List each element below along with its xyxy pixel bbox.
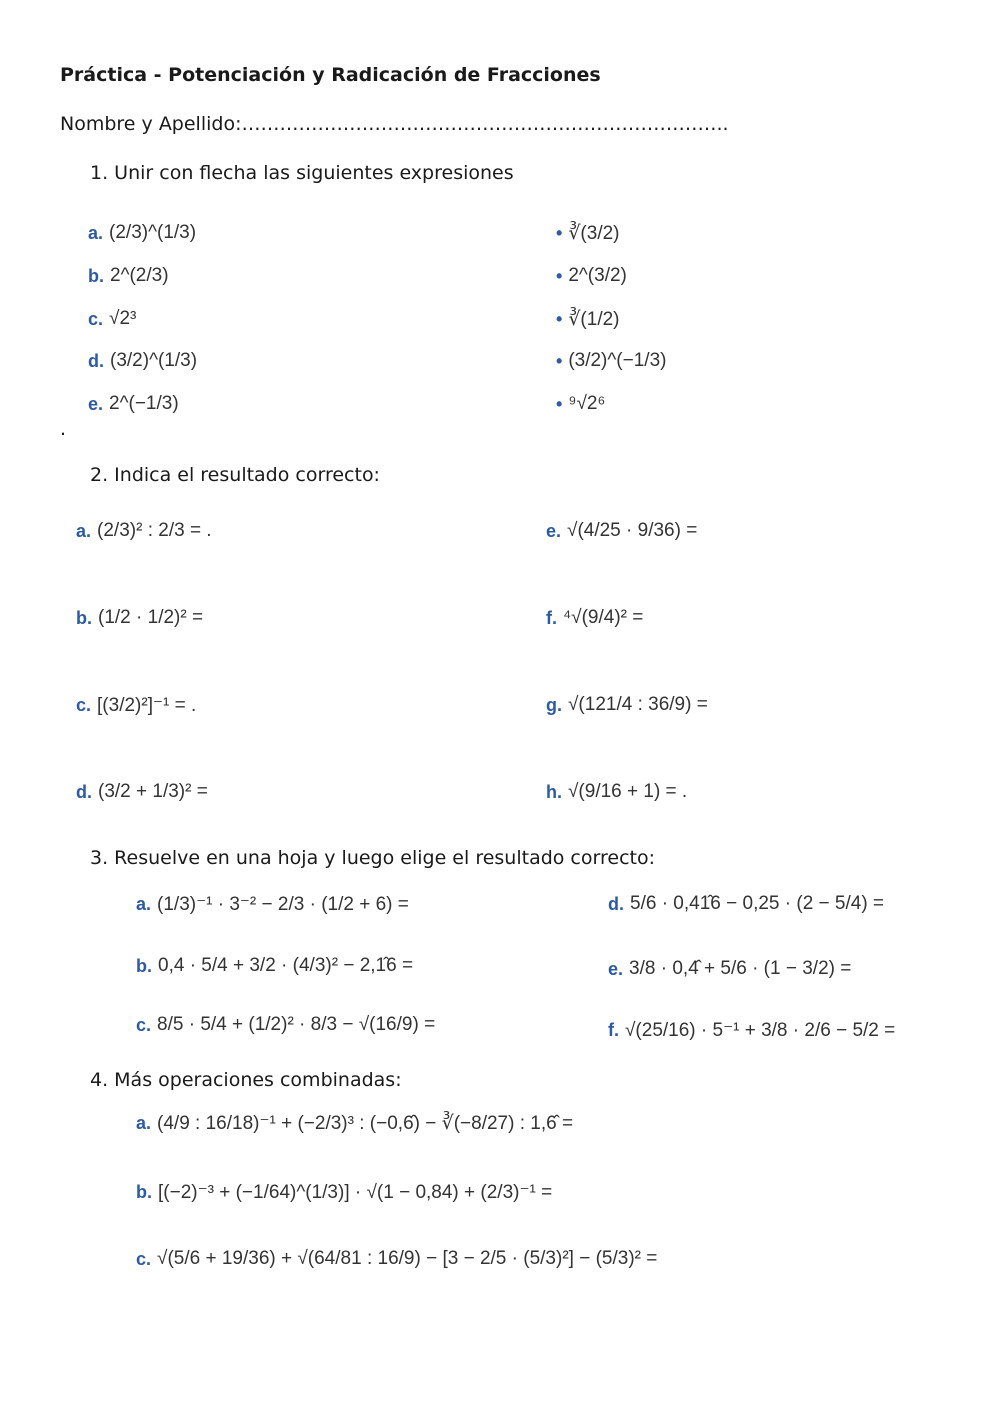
- s3-item-b: [136, 955, 413, 977]
- section-4-heading: 4. Más operaciones combinadas:: [90, 1069, 402, 1091]
- stray-dot: .: [60, 418, 67, 440]
- bullet-icon: •: [556, 223, 563, 243]
- s1-right-expr: (3/2)^(−1/3): [568, 350, 667, 371]
- s3-expr: 3/8 · 0,4̂ + 5/6 · (1 − 3/2) =: [629, 958, 852, 979]
- s3-label: c.: [136, 1014, 152, 1035]
- s3-expr: 8/5 · 5/4 + (1/2)² · 8/3 − √(16/9) =: [157, 1014, 436, 1035]
- s2-expr: (3/2 + 1/3)² =: [98, 781, 208, 802]
- s1-left-expr: 2^(−1/3): [109, 393, 179, 414]
- s2-label: e.: [546, 520, 562, 541]
- s3-label: a.: [136, 894, 152, 914]
- s4-label: b.: [136, 1182, 152, 1202]
- s1-left-item-b: [88, 265, 169, 287]
- s1-left-expr: (2/3)^(1/3): [109, 222, 197, 243]
- s3-label: b.: [136, 955, 152, 976]
- s1-right-item-4: [556, 350, 666, 372]
- s1-left-item-a: [88, 222, 196, 244]
- s1-left-label: e.: [88, 393, 104, 414]
- s2-item-b: [76, 607, 203, 629]
- s2-item-c: [76, 694, 196, 717]
- s3-item-d: [608, 893, 884, 915]
- s2-item-h: [546, 781, 687, 803]
- s2-expr: √(9/16 + 1) = .: [568, 781, 688, 802]
- s2-label: d.: [76, 781, 92, 802]
- s2-label: f.: [546, 607, 557, 628]
- s4-item-a: [136, 1112, 573, 1135]
- s4-expr: √(5/6 + 19/36) + √(64/81 : 16/9) − [3 − 2/5 · (5/3)²] − (5/3)² =: [157, 1248, 658, 1269]
- s2-item-f: [546, 607, 643, 629]
- name-field-line[interactable]: Nombre y Apellido:…………………………………………………………………..: [60, 113, 729, 135]
- s3-label: f.: [608, 1020, 619, 1040]
- bullet-icon: •: [556, 265, 563, 286]
- s3-item-c: [136, 1014, 435, 1036]
- s2-expr: (2/3)² : 2/3 = .: [97, 520, 212, 541]
- s3-expr: 0,4 · 5/4 + 3/2 · (4/3)² − 2,1̂6 =: [158, 955, 414, 976]
- s3-label: d.: [608, 893, 624, 914]
- s3-item-e: [608, 958, 851, 980]
- s2-label: c.: [76, 695, 92, 715]
- section-3-heading: 3. Resuelve en una hoja y luego elige el resultado correcto:: [90, 847, 655, 869]
- s2-label: a.: [76, 520, 92, 541]
- s2-item-a: [76, 520, 212, 542]
- s3-expr: (1/3)⁻¹ · 3⁻² − 2/3 · (1/2 + 6) =: [157, 894, 409, 915]
- s3-expr: 5/6 · 0,41̂6 − 0,25 · (2 − 5/4) =: [630, 893, 885, 914]
- s1-right-expr: 2^(3/2): [568, 265, 627, 286]
- s1-right-item-5: [556, 393, 605, 415]
- s2-item-g: [546, 694, 708, 716]
- s2-expr: [(3/2)²]⁻¹ = .: [97, 695, 197, 716]
- s1-left-item-d: [88, 350, 197, 372]
- s1-left-label: d.: [88, 350, 104, 371]
- s4-item-b: [136, 1181, 552, 1204]
- s1-right-expr: ∛(1/2): [568, 309, 620, 330]
- s1-right-expr: ⁹√2⁶: [568, 393, 606, 414]
- s2-expr: (1/2 · 1/2)² =: [98, 607, 204, 628]
- s1-left-item-e: [88, 393, 179, 415]
- s3-expr: √(25/16) · 5⁻¹ + 3/8 · 2/6 − 5/2 =: [625, 1020, 896, 1041]
- s1-left-item-c: [88, 308, 136, 330]
- s1-left-expr: (3/2)^(1/3): [110, 350, 198, 371]
- bullet-icon: •: [556, 393, 563, 414]
- bullet-icon: •: [556, 309, 563, 329]
- s2-expr: √(121/4 : 36/9) =: [568, 694, 708, 715]
- s2-item-e: [546, 520, 697, 542]
- s1-right-expr: ∛(3/2): [568, 223, 620, 244]
- s1-right-item-2: [556, 265, 627, 287]
- s3-item-f: [608, 1019, 895, 1042]
- s2-label: g.: [546, 694, 562, 715]
- s1-left-expr: √2³: [109, 308, 137, 329]
- s1-left-label: a.: [88, 222, 104, 243]
- s4-label: c.: [136, 1248, 152, 1269]
- s2-expr: √(4/25 · 9/36) =: [567, 520, 698, 541]
- section-2-heading: 2. Indica el resultado correcto:: [90, 464, 380, 486]
- s4-label: a.: [136, 1113, 152, 1133]
- section-1-heading: 1. Unir con flecha las siguientes expresiones: [90, 162, 514, 184]
- s2-expr: ⁴√(9/4)² =: [563, 607, 644, 628]
- s2-item-d: [76, 781, 208, 803]
- s1-left-label: b.: [88, 265, 104, 286]
- s1-right-item-1: [556, 222, 620, 245]
- page-title: Práctica - Potenciación y Radicación de Fracciones: [60, 64, 601, 86]
- s1-left-expr: 2^(2/3): [110, 265, 169, 286]
- s4-item-c: [136, 1248, 657, 1270]
- s4-expr: [(−2)⁻³ + (−1/64)^(1/3)] · √(1 − 0,84) + (2/3)⁻¹ =: [158, 1182, 553, 1203]
- s2-label: b.: [76, 607, 92, 628]
- s1-right-item-3: [556, 308, 620, 331]
- s2-label: h.: [546, 781, 562, 802]
- s4-expr: (4/9 : 16/18)⁻¹ + (−2/3)³ : (−0,6̂) − ∛(−8/27) : 1,6̂ =: [157, 1113, 574, 1134]
- s1-left-label: c.: [88, 308, 104, 329]
- bullet-icon: •: [556, 350, 563, 371]
- s3-label: e.: [608, 958, 624, 979]
- s3-item-a: [136, 893, 409, 916]
